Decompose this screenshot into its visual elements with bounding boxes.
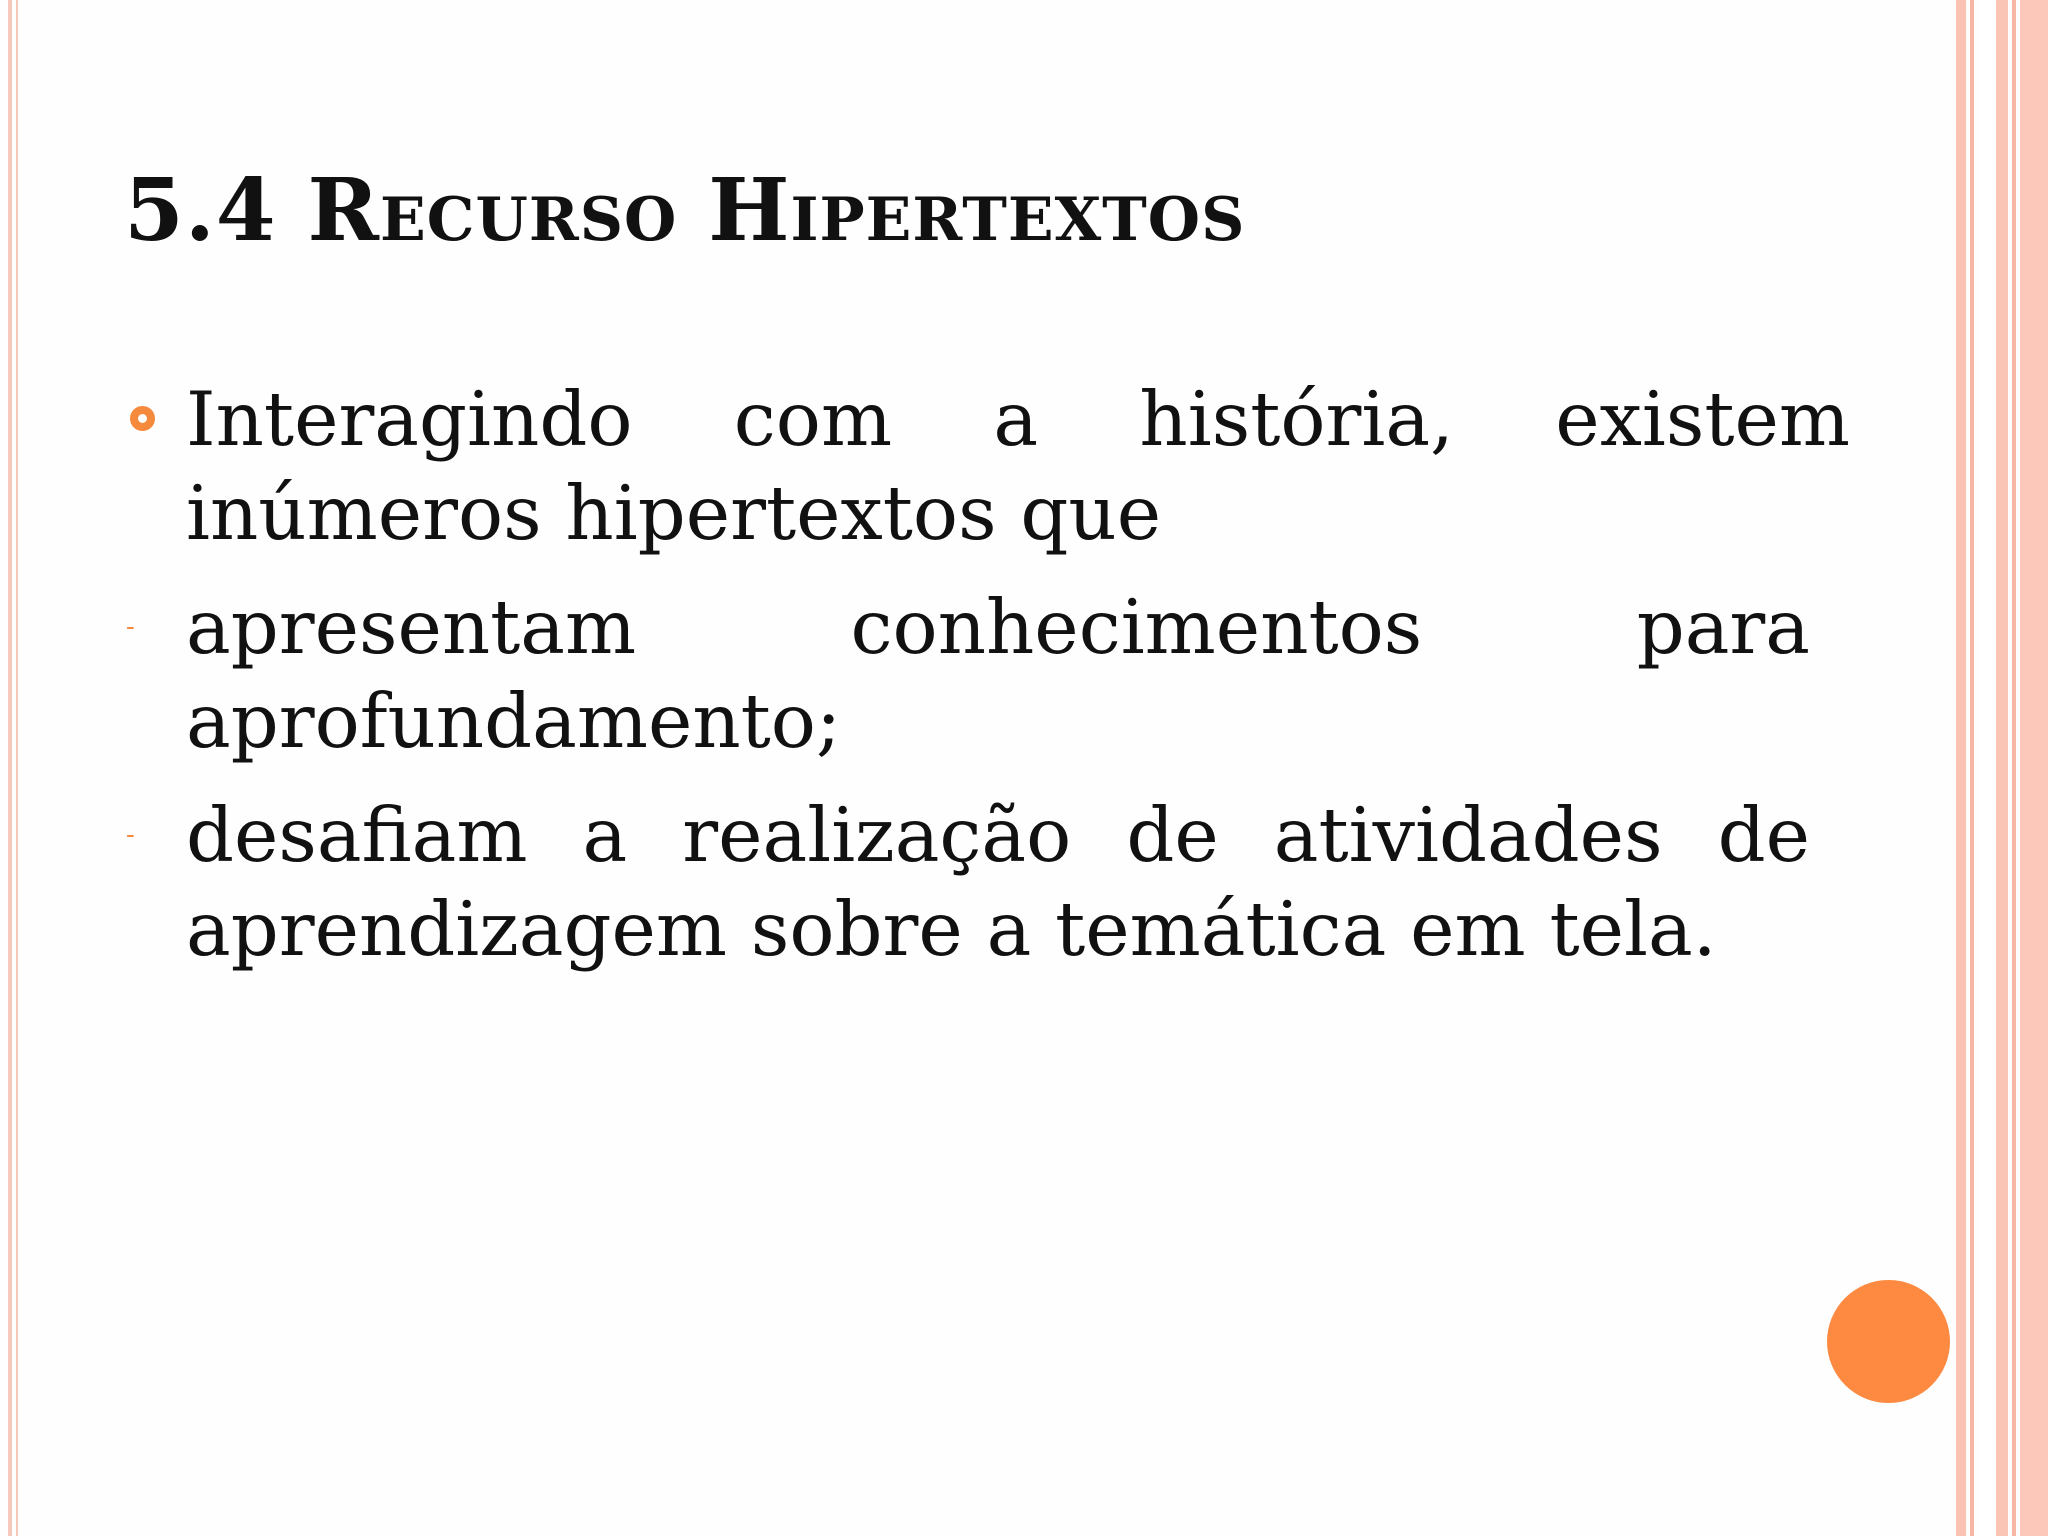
list-item-text: apresentam conhecimentos para aprofundamento; xyxy=(186,583,1810,765)
stripe xyxy=(2012,0,2016,1536)
list-item-text: desafiam a realização de atividades de aprendizagem sobre a temática em tela. xyxy=(186,791,1810,973)
stripe xyxy=(1970,0,1974,1536)
list-item xyxy=(120,580,1810,768)
right-decorative-stripes xyxy=(1956,0,2048,1536)
stripe xyxy=(1996,0,2008,1536)
stripe xyxy=(2020,0,2048,1536)
list-item-text: Interagindo com a história, existem inúmeros hipertextos que xyxy=(186,375,1850,557)
dash-bullet: - xyxy=(126,820,135,850)
orange-circle-decoration xyxy=(1827,1280,1950,1403)
stripe xyxy=(1956,0,1966,1536)
list-item xyxy=(120,788,1810,976)
dash-bullet: - xyxy=(126,612,135,642)
list-item xyxy=(120,372,1850,560)
ring-bullet-icon xyxy=(130,406,155,431)
slide-title: 5.4 Recurso Hipertextos xyxy=(124,160,1246,261)
stripe xyxy=(1978,0,1996,1536)
left-border-line xyxy=(8,0,12,1536)
bullet-list xyxy=(120,372,1850,996)
left-border-line-thin xyxy=(16,0,18,1536)
